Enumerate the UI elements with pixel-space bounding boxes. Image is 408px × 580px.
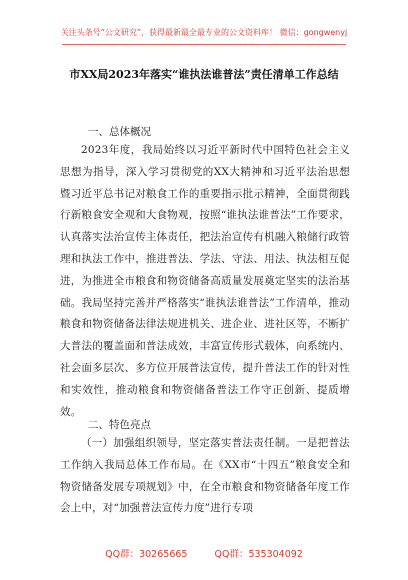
document-title: 市XX局2023年落实“谁执法谁普法”责任清单工作总结	[69, 68, 339, 81]
header-divider	[62, 44, 346, 45]
section-heading-highlights: 二、特色亮点	[88, 419, 151, 431]
footer-qq-groups	[0, 546, 408, 560]
footer-qq-group-1: QQ群：30265665	[105, 549, 188, 560]
section-paragraph-overview: 2023年度，我局始终以习近平新时代中国特色社会主义思想为指导，深入学习贯彻党的XX大精神和习近平法治思想暨习近平总书记对粮食工作的重要指示批示精神，全面贯彻践行新粮食安全观和大食物观，按照“谁执法谁普法”工作要求，认真落实法治宣传主体责任，把法治宣传有机融入粮储行政管理和执法工作中，推进普法、学法、守法、用法、执法相互促进，为推进全市粮食和物资储备高质量发展奠定坚实的法治基础。我局坚持完善并严格落实“谁执法谁普法”工作清单，推动粮食和物资储备法律法规进机关、进企业、进社区等，不断扩大普法的覆盖面和普法成效，丰富宣传形式载体，向系统内、社会面多层次、多方位开展普法宣传，提升普法工作的针对性和实效性，推动粮食和物资储备普法工作守正创新、提质增效。	[60, 144, 350, 418]
section-heading-overview: 一、总体概况	[88, 126, 151, 138]
footer-qq-group-2: QQ群：535304092	[214, 549, 303, 560]
header-note: 关注头条号“公文研究”，获得最新最全最专业的公文资料库！ 微信：gongwenyj	[60, 28, 348, 37]
section-paragraph-highlights: （一）加强组织领导，坚定落实普法责任制。一是把普法工作纳入我局总体工作布局。在《XX市“十四五”粮食安全和物资储备发展专项规划》中，在全市粮食和物资储备年度工作会上中，对“加强普法宣传力度”进行专项	[60, 437, 350, 515]
